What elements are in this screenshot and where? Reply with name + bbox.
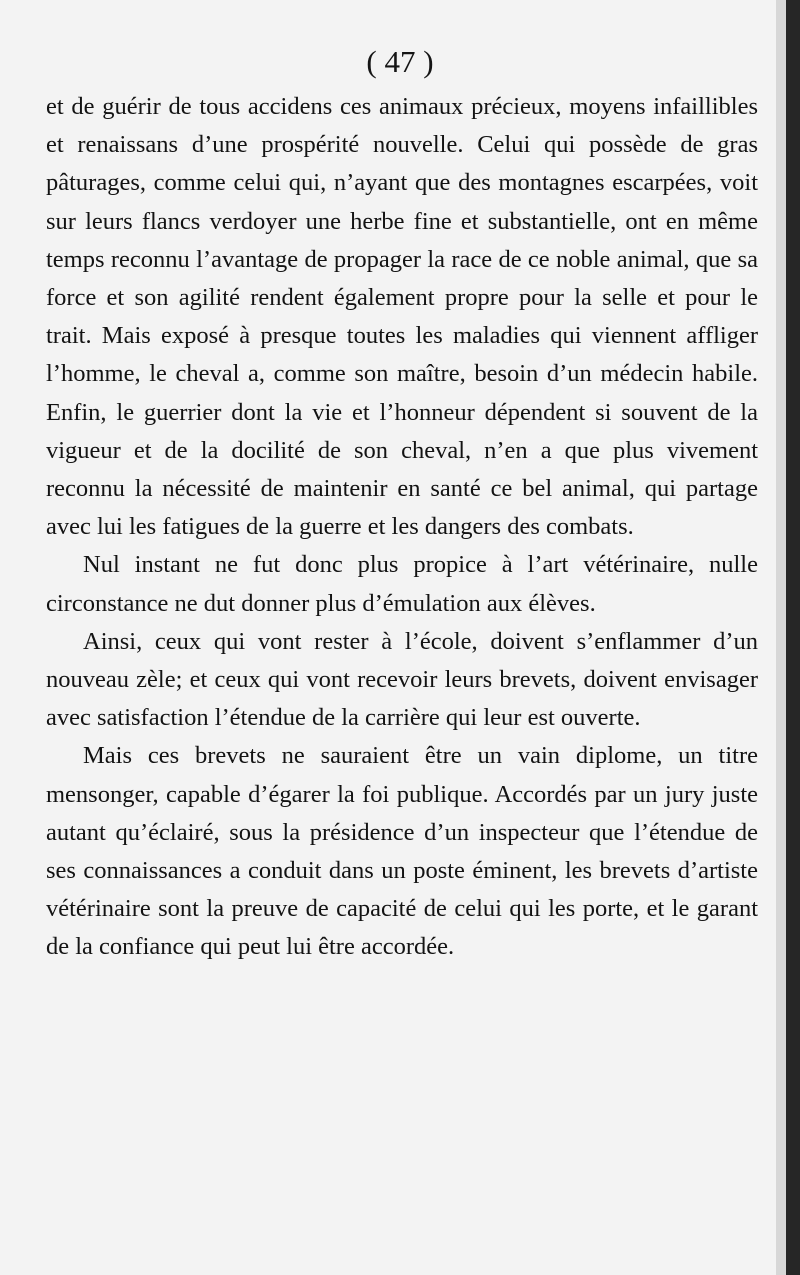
page-number: ( 47 ) <box>366 44 434 79</box>
paragraph-veterinary-art: Nul instant ne fut donc plus propice à l’art vétérinaire, nulle circonstance ne dut donner plus d’émulation aux élèves. <box>46 551 758 617</box>
paragraph-students: Ainsi, ceux qui vont rester à l’école, doivent s’enflammer d’un nouveau zèle; et ceux qui vont recevoir leurs brevets, doivent envisager avec satisfaction l’étendue de la carrière qui leur est ouverte. <box>46 627 758 732</box>
paragraph-continuation: et de guérir de tous accidens ces animaux précieux, moyens infaillibles et renaissans d’une prospérité nouvelle. Celui qui possède de gras pâturages, comme celui qui, n’ayant que des montagnes escarpées, voit sur leurs flancs verdoyer une herbe fine et substantielle, ont en même temps reconnu l’avantage de propager la race de ce noble animal, que sa force et son agilité rendent également propre pour la selle et pour le trait. Mais exposé à presque toutes les maladies qui viennent affliger l’homme, le cheval a, comme son maître, besoin d’un médecin habile. Enfin, le guerrier dont la vie et l’honneur dépendent si souvent de la vigueur et de la docilité de son cheval, n’en a que plus vivement reconnu la nécessité de maintenir en santé ce bel animal, qui partage avec lui les fatigues de la guerre et les dangers des combats. <box>46 93 758 541</box>
body-text <box>46 88 758 967</box>
page-edge-shadow <box>776 0 786 1275</box>
paragraph-brevets: Mais ces brevets ne sauraient être un vain diplome, un titre mensonger, capable d’égarer la foi publique. Accordés par un jury juste autant qu’éclairé, sous la présidence d’un inspecteur que l’étendue de ses connaissances a conduit dans un poste éminent, les brevets d’artiste vétérinaire sont la preuve de capacité de celui qui les porte, et le garant de la confiance qui peut lui être accordée. <box>46 742 758 961</box>
binding-gutter <box>786 0 800 1275</box>
